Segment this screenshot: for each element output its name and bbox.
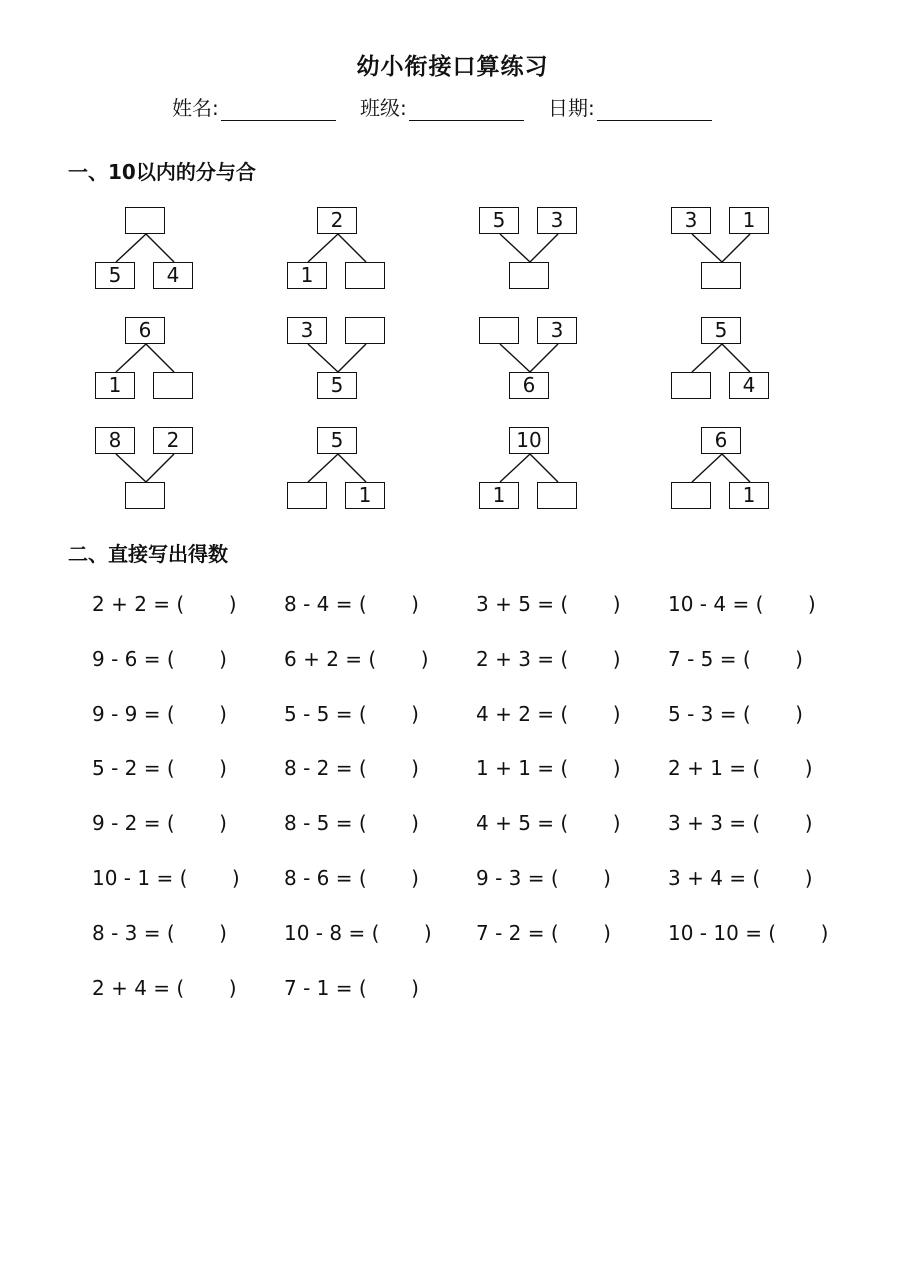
section1-heading: 一、10以内的分与合 xyxy=(68,160,256,184)
bond-line-right xyxy=(530,454,558,482)
bond-right-box: 2 xyxy=(153,427,193,454)
bond-right-box: 1 xyxy=(345,482,385,509)
number-bond-12 xyxy=(671,426,773,516)
bond-line-left xyxy=(692,454,722,482)
bond-top-box: 10 xyxy=(509,427,549,454)
number-bond-3 xyxy=(479,206,581,296)
bond-line-right xyxy=(530,344,558,372)
bond-left-box[interactable] xyxy=(287,482,327,509)
bond-line-right xyxy=(146,344,174,372)
number-bond-2 xyxy=(287,206,389,296)
equation-r2-c2[interactable]: 6 + 2 = ( ) xyxy=(284,646,429,671)
equation-r7-c3[interactable]: 7 - 2 = ( ) xyxy=(476,920,611,945)
equation-r4-c3[interactable]: 1 + 1 = ( ) xyxy=(476,756,621,781)
equation-r5-c4[interactable]: 3 + 3 = ( ) xyxy=(668,811,813,836)
bond-right-box[interactable] xyxy=(345,262,385,289)
equation-r3-c1[interactable]: 9 - 9 = ( ) xyxy=(92,701,227,726)
name-field[interactable] xyxy=(172,92,336,121)
number-bond-8 xyxy=(671,316,773,406)
date-label: 日期: xyxy=(548,96,595,120)
equation-r6-c2[interactable]: 8 - 6 = ( ) xyxy=(284,866,419,890)
equation-r5-c1[interactable]: 9 - 2 = ( ) xyxy=(92,811,227,836)
bond-top-box[interactable] xyxy=(125,207,165,234)
bond-line-right xyxy=(146,454,174,482)
bond-bottom-box[interactable] xyxy=(701,262,741,289)
bond-left-box: 5 xyxy=(95,262,135,289)
equation-r5-c2[interactable]: 8 - 5 = ( ) xyxy=(284,811,419,836)
bond-left-box[interactable] xyxy=(671,482,711,509)
bond-right-box: 1 xyxy=(729,207,769,234)
bond-bottom-box[interactable] xyxy=(125,482,165,509)
equation-r6-c4[interactable]: 3 + 4 = ( ) xyxy=(668,866,813,890)
number-bond-6 xyxy=(287,316,389,406)
bond-left-box: 3 xyxy=(287,317,327,344)
class-blank[interactable] xyxy=(409,96,524,121)
bond-line-left xyxy=(116,234,146,262)
bond-line-left xyxy=(308,344,338,372)
section2-heading: 二、直接写出得数 xyxy=(68,542,228,566)
equation-r1-c4[interactable]: 10 - 4 = ( ) xyxy=(668,592,816,616)
bond-line-right xyxy=(338,234,366,262)
bond-top-box: 2 xyxy=(317,207,357,234)
bond-line-left xyxy=(692,344,722,372)
equation-r7-c2[interactable]: 10 - 8 = ( ) xyxy=(284,920,432,945)
date-blank[interactable] xyxy=(597,96,712,121)
number-bond-5 xyxy=(95,316,197,406)
bond-left-box[interactable] xyxy=(671,372,711,399)
bond-right-box: 4 xyxy=(729,372,769,399)
bond-line-right xyxy=(530,234,558,262)
equation-r1-c2[interactable]: 8 - 4 = ( ) xyxy=(284,592,419,616)
name-blank[interactable] xyxy=(221,96,336,121)
bond-left-box: 1 xyxy=(95,372,135,399)
equation-r6-c1[interactable]: 10 - 1 = ( ) xyxy=(92,866,240,890)
number-bond-1 xyxy=(95,206,197,296)
class-label: 班级: xyxy=(360,96,407,120)
bond-top-box: 5 xyxy=(701,317,741,344)
bond-right-box[interactable] xyxy=(345,317,385,344)
bond-bottom-box: 6 xyxy=(509,372,549,399)
bond-line-right xyxy=(338,344,366,372)
equation-r3-c3[interactable]: 4 + 2 = ( ) xyxy=(476,701,621,726)
bond-top-box: 6 xyxy=(701,427,741,454)
bond-top-box: 5 xyxy=(317,427,357,454)
class-field[interactable] xyxy=(360,92,524,121)
equation-r6-c3[interactable]: 9 - 3 = ( ) xyxy=(476,866,611,890)
equation-r8-c1[interactable]: 2 + 4 = ( ) xyxy=(92,975,237,1000)
worksheet-title: 幼小衔接口算练习 xyxy=(356,54,549,80)
bond-line-left xyxy=(500,454,530,482)
bond-top-box: 6 xyxy=(125,317,165,344)
equation-r2-c3[interactable]: 2 + 3 = ( ) xyxy=(476,646,621,671)
bond-line-right xyxy=(146,234,174,262)
bond-line-left xyxy=(500,344,530,372)
bond-line-left xyxy=(116,454,146,482)
bond-right-box: 1 xyxy=(729,482,769,509)
equation-r2-c4[interactable]: 7 - 5 = ( ) xyxy=(668,646,803,671)
equation-r3-c2[interactable]: 5 - 5 = ( ) xyxy=(284,701,419,726)
number-bond-11 xyxy=(479,426,581,516)
bond-left-box[interactable] xyxy=(479,317,519,344)
bond-line-right xyxy=(338,454,366,482)
equation-r2-c1[interactable]: 9 - 6 = ( ) xyxy=(92,646,227,671)
bond-line-left xyxy=(692,234,722,262)
bond-line-right xyxy=(722,234,750,262)
equation-r1-c1[interactable]: 2 + 2 = ( ) xyxy=(92,592,237,616)
equation-r5-c3[interactable]: 4 + 5 = ( ) xyxy=(476,811,621,836)
bond-right-box: 3 xyxy=(537,207,577,234)
equation-r3-c4[interactable]: 5 - 3 = ( ) xyxy=(668,701,803,726)
bond-left-box: 8 xyxy=(95,427,135,454)
bond-left-box: 1 xyxy=(287,262,327,289)
bond-right-box: 3 xyxy=(537,317,577,344)
bond-line-right xyxy=(722,454,750,482)
date-field[interactable] xyxy=(548,92,712,121)
bond-line-left xyxy=(116,344,146,372)
bond-bottom-box[interactable] xyxy=(509,262,549,289)
bond-line-left xyxy=(500,234,530,262)
bond-right-box[interactable] xyxy=(153,372,193,399)
bond-bottom-box: 5 xyxy=(317,372,357,399)
name-label: 姓名: xyxy=(172,96,219,120)
number-bond-7 xyxy=(479,316,581,406)
bond-left-box: 3 xyxy=(671,207,711,234)
bond-right-box[interactable] xyxy=(537,482,577,509)
number-bond-4 xyxy=(671,206,773,296)
bond-line-left xyxy=(308,454,338,482)
equation-r7-c1[interactable]: 8 - 3 = ( ) xyxy=(92,920,227,945)
equation-r4-c4[interactable]: 2 + 1 = ( ) xyxy=(668,756,813,781)
bond-line-left xyxy=(308,234,338,262)
bond-left-box: 5 xyxy=(479,207,519,234)
bond-line-right xyxy=(722,344,750,372)
equation-r7-c4[interactable]: 10 - 10 = ( ) xyxy=(668,920,829,945)
equation-r4-c2[interactable]: 8 - 2 = ( ) xyxy=(284,756,419,781)
equation-r1-c3[interactable]: 3 + 5 = ( ) xyxy=(476,592,621,616)
equation-r4-c1[interactable]: 5 - 2 = ( ) xyxy=(92,756,227,781)
number-bond-9 xyxy=(95,426,197,516)
bond-right-box: 4 xyxy=(153,262,193,289)
number-bond-10 xyxy=(287,426,389,516)
equation-r8-c2[interactable]: 7 - 1 = ( ) xyxy=(284,975,419,1000)
bond-left-box: 1 xyxy=(479,482,519,509)
